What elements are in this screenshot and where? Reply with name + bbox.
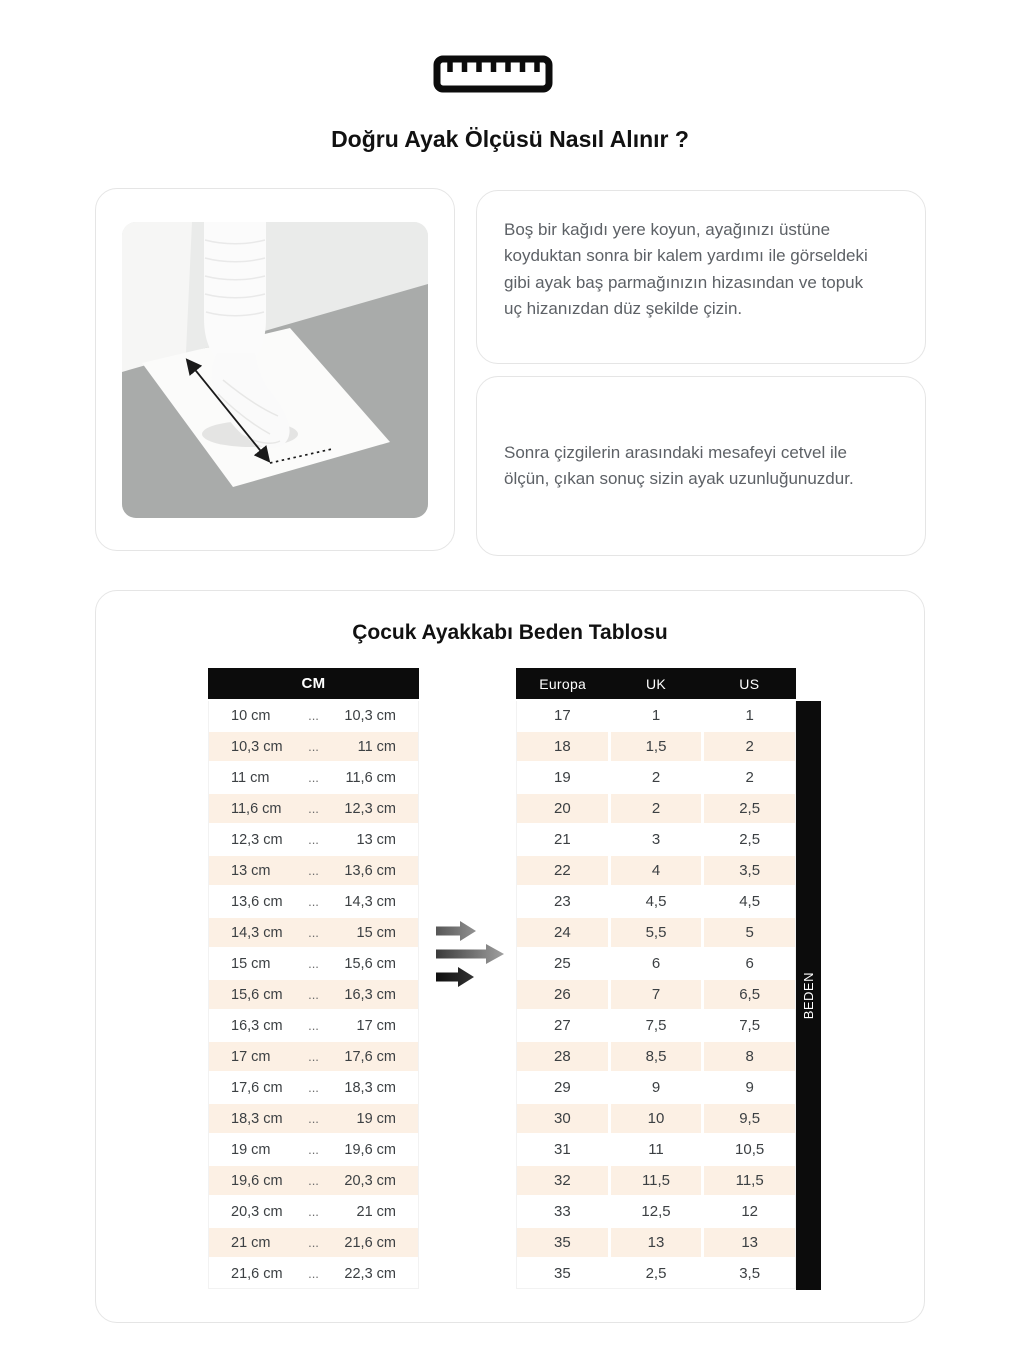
size-value: 1,5 <box>611 732 702 761</box>
range-separator: ... <box>308 1142 319 1157</box>
instruction-step-1-text: Boş bir kağıdı yere koyun, ayağınızı üstüne koyduktan sonra bir kalem yardımı ile görseldeki gibi ayak baş parmağınızın hizasından ve topuk uç hizanızdan düz şekilde çizin. <box>504 220 868 319</box>
cm-value: 15,6 cm <box>344 955 396 972</box>
cm-table-body <box>208 701 419 1289</box>
foot-measure-photo-card <box>95 188 455 551</box>
cm-value: 11 cm <box>231 769 270 786</box>
size-table-row <box>517 1228 795 1257</box>
size-value: 7,5 <box>611 1011 702 1040</box>
size-value: 26 <box>517 980 608 1009</box>
size-value: 17 <box>517 701 608 730</box>
range-separator: ... <box>308 1049 319 1064</box>
size-value: 4,5 <box>704 887 795 916</box>
cm-table-row <box>209 949 418 978</box>
ruler-icon <box>433 55 553 93</box>
size-value: 32 <box>517 1166 608 1195</box>
range-separator: ... <box>308 739 319 754</box>
size-value: 3,5 <box>704 856 795 885</box>
range-separator: ... <box>308 1111 319 1126</box>
size-value: 6 <box>704 949 795 978</box>
range-separator: ... <box>308 1204 319 1219</box>
range-separator: ... <box>308 1080 319 1095</box>
size-table-row <box>517 949 795 978</box>
size-value: 9,5 <box>704 1104 795 1133</box>
cm-value: 16,3 cm <box>231 1017 283 1034</box>
size-table-row <box>517 1259 795 1288</box>
cm-value: 19,6 cm <box>344 1141 396 1158</box>
size-value: 11 <box>611 1135 702 1164</box>
cm-value: 10,3 cm <box>231 738 283 755</box>
size-value: 19 <box>517 763 608 792</box>
cm-header-label: CM <box>301 675 326 692</box>
range-separator: ... <box>308 1173 319 1188</box>
size-value: 6,5 <box>704 980 795 1009</box>
size-value: 29 <box>517 1073 608 1102</box>
cm-value: 13,6 cm <box>231 893 283 910</box>
size-value: 31 <box>517 1135 608 1164</box>
size-value: 2 <box>704 732 795 761</box>
transfer-arrows-icon <box>436 919 506 989</box>
size-value: 2,5 <box>611 1259 702 1288</box>
cm-value: 14,3 cm <box>231 924 283 941</box>
cm-value: 20,3 cm <box>344 1172 396 1189</box>
cm-table-row <box>209 1259 418 1288</box>
size-value: 24 <box>517 918 608 947</box>
size-value: 25 <box>517 949 608 978</box>
size-value: 3 <box>611 825 702 854</box>
cm-value: 16,3 cm <box>344 986 396 1003</box>
cm-value: 10,3 cm <box>344 707 396 724</box>
size-header-us: US <box>739 675 760 692</box>
cm-value: 18,3 cm <box>231 1110 283 1127</box>
size-table-row <box>517 701 795 730</box>
size-value: 9 <box>704 1073 795 1102</box>
cm-value: 11,6 cm <box>231 800 282 817</box>
size-value: 22 <box>517 856 608 885</box>
size-value: 8 <box>704 1042 795 1071</box>
cm-table-row <box>209 825 418 854</box>
size-table-row <box>517 732 795 761</box>
range-separator: ... <box>308 801 319 816</box>
cm-table-row <box>209 856 418 885</box>
cm-value: 22,3 cm <box>344 1265 396 1282</box>
size-value: 5 <box>704 918 795 947</box>
range-separator: ... <box>308 894 319 909</box>
size-header-uk: UK <box>645 675 667 692</box>
size-value: 33 <box>517 1197 608 1226</box>
cm-value: 15 cm <box>231 955 271 972</box>
size-table-row <box>517 763 795 792</box>
cm-value: 18,3 cm <box>344 1079 396 1096</box>
cm-value: 21,6 cm <box>344 1234 396 1251</box>
cm-value: 21,6 cm <box>231 1265 283 1282</box>
cm-table-row <box>209 1011 418 1040</box>
size-table-row <box>517 918 795 947</box>
size-value: 4 <box>611 856 702 885</box>
cm-value: 21 cm <box>356 1203 396 1220</box>
instruction-step-2-text: Sonra çizgilerin arasındaki mesafeyi cetvel ile ölçün, çıkan sonuç sizin ayak uzunluğunuzdur. <box>504 442 854 488</box>
beden-bar <box>796 701 821 1290</box>
cm-value: 19,6 cm <box>231 1172 283 1189</box>
size-value: 30 <box>517 1104 608 1133</box>
size-value: 27 <box>517 1011 608 1040</box>
size-value: 2 <box>611 763 702 792</box>
cm-table-row <box>209 794 418 823</box>
size-value: 7 <box>611 980 702 1009</box>
range-separator: ... <box>308 832 319 847</box>
size-value: 8,5 <box>611 1042 702 1071</box>
size-value: 35 <box>517 1259 608 1288</box>
size-value: 13 <box>704 1228 795 1257</box>
size-table-row <box>517 1073 795 1102</box>
foot-measure-photo <box>122 222 428 518</box>
size-table-row <box>517 856 795 885</box>
size-value: 2 <box>704 763 795 792</box>
size-table-header <box>516 668 796 699</box>
cm-value: 19 cm <box>356 1110 396 1127</box>
size-value: 5,5 <box>611 918 702 947</box>
size-value: 3,5 <box>704 1259 795 1288</box>
size-value: 13 <box>611 1228 702 1257</box>
range-separator: ... <box>308 987 319 1002</box>
size-table-row <box>517 825 795 854</box>
cm-table-row <box>209 732 418 761</box>
size-value: 2 <box>611 794 702 823</box>
size-value: 18 <box>517 732 608 761</box>
beden-label: BEDEN <box>801 971 816 1020</box>
cm-value: 13,6 cm <box>344 862 396 879</box>
size-table-row <box>517 887 795 916</box>
cm-table-row <box>209 1073 418 1102</box>
size-value: 4,5 <box>611 887 702 916</box>
range-separator: ... <box>308 1235 319 1250</box>
cm-value: 11,6 cm <box>345 769 396 786</box>
range-separator: ... <box>308 956 319 971</box>
size-table-card <box>95 590 925 1323</box>
cm-table-row <box>209 887 418 916</box>
cm-value: 20,3 cm <box>231 1203 283 1220</box>
cm-value: 12,3 cm <box>344 800 396 817</box>
size-table-row <box>517 1135 795 1164</box>
size-value: 11,5 <box>704 1166 795 1195</box>
cm-table-row <box>209 1104 418 1133</box>
cm-table-row <box>209 1135 418 1164</box>
cm-table-row <box>209 1228 418 1257</box>
size-value: 2,5 <box>704 825 795 854</box>
size-value: 10 <box>611 1104 702 1133</box>
size-table-body <box>516 701 796 1289</box>
cm-value: 13 cm <box>356 831 396 848</box>
size-value: 9 <box>611 1073 702 1102</box>
size-value: 6 <box>611 949 702 978</box>
cm-value: 15,6 cm <box>231 986 283 1003</box>
instruction-step-2 <box>476 376 926 556</box>
size-value: 23 <box>517 887 608 916</box>
instruction-step-1 <box>476 190 926 364</box>
size-value: 1 <box>611 701 702 730</box>
cm-value: 17 cm <box>356 1017 396 1034</box>
cm-table-row <box>209 763 418 792</box>
size-value: 35 <box>517 1228 608 1257</box>
size-value: 28 <box>517 1042 608 1071</box>
cm-value: 13 cm <box>231 862 271 879</box>
range-separator: ... <box>308 1018 319 1033</box>
cm-value: 11 cm <box>357 738 396 755</box>
size-table-row <box>517 1011 795 1040</box>
range-separator: ... <box>308 1266 319 1281</box>
size-table-row <box>517 1166 795 1195</box>
range-separator: ... <box>308 863 319 878</box>
size-table-row <box>517 980 795 1009</box>
sock-leg <box>204 222 266 361</box>
cm-table-row <box>209 1197 418 1226</box>
size-value: 2,5 <box>704 794 795 823</box>
cm-table-header <box>208 668 419 699</box>
size-value: 12 <box>704 1197 795 1226</box>
cm-value: 17 cm <box>231 1048 271 1065</box>
size-value: 1 <box>704 701 795 730</box>
range-separator: ... <box>308 770 319 785</box>
size-table-row <box>517 1104 795 1133</box>
size-table-row <box>517 1042 795 1071</box>
size-value: 12,5 <box>611 1197 702 1226</box>
cm-value: 14,3 cm <box>344 893 396 910</box>
size-value: 11,5 <box>611 1166 702 1195</box>
cm-table-row <box>209 980 418 1009</box>
cm-value: 15 cm <box>356 924 396 941</box>
range-separator: ... <box>308 708 319 723</box>
range-separator: ... <box>308 925 319 940</box>
cm-value: 21 cm <box>231 1234 271 1251</box>
cm-value: 10 cm <box>231 707 271 724</box>
size-table-row <box>517 1197 795 1226</box>
size-value: 21 <box>517 825 608 854</box>
cm-value: 17,6 cm <box>344 1048 396 1065</box>
cm-table-row <box>209 1042 418 1071</box>
page-title: Doğru Ayak Ölçüsü Nasıl Alınır ? <box>331 126 689 152</box>
size-value: 10,5 <box>704 1135 795 1164</box>
size-table-title: Çocuk Ayakkabı Beden Tablosu <box>352 621 668 644</box>
size-value: 7,5 <box>704 1011 795 1040</box>
cm-value: 12,3 cm <box>231 831 283 848</box>
cm-table-row <box>209 1166 418 1195</box>
cm-table-row <box>209 918 418 947</box>
cm-value: 19 cm <box>231 1141 271 1158</box>
size-value: 20 <box>517 794 608 823</box>
cm-table-row <box>209 701 418 730</box>
size-header-europa: Europa <box>539 675 587 692</box>
size-table-row <box>517 794 795 823</box>
cm-value: 17,6 cm <box>231 1079 283 1096</box>
